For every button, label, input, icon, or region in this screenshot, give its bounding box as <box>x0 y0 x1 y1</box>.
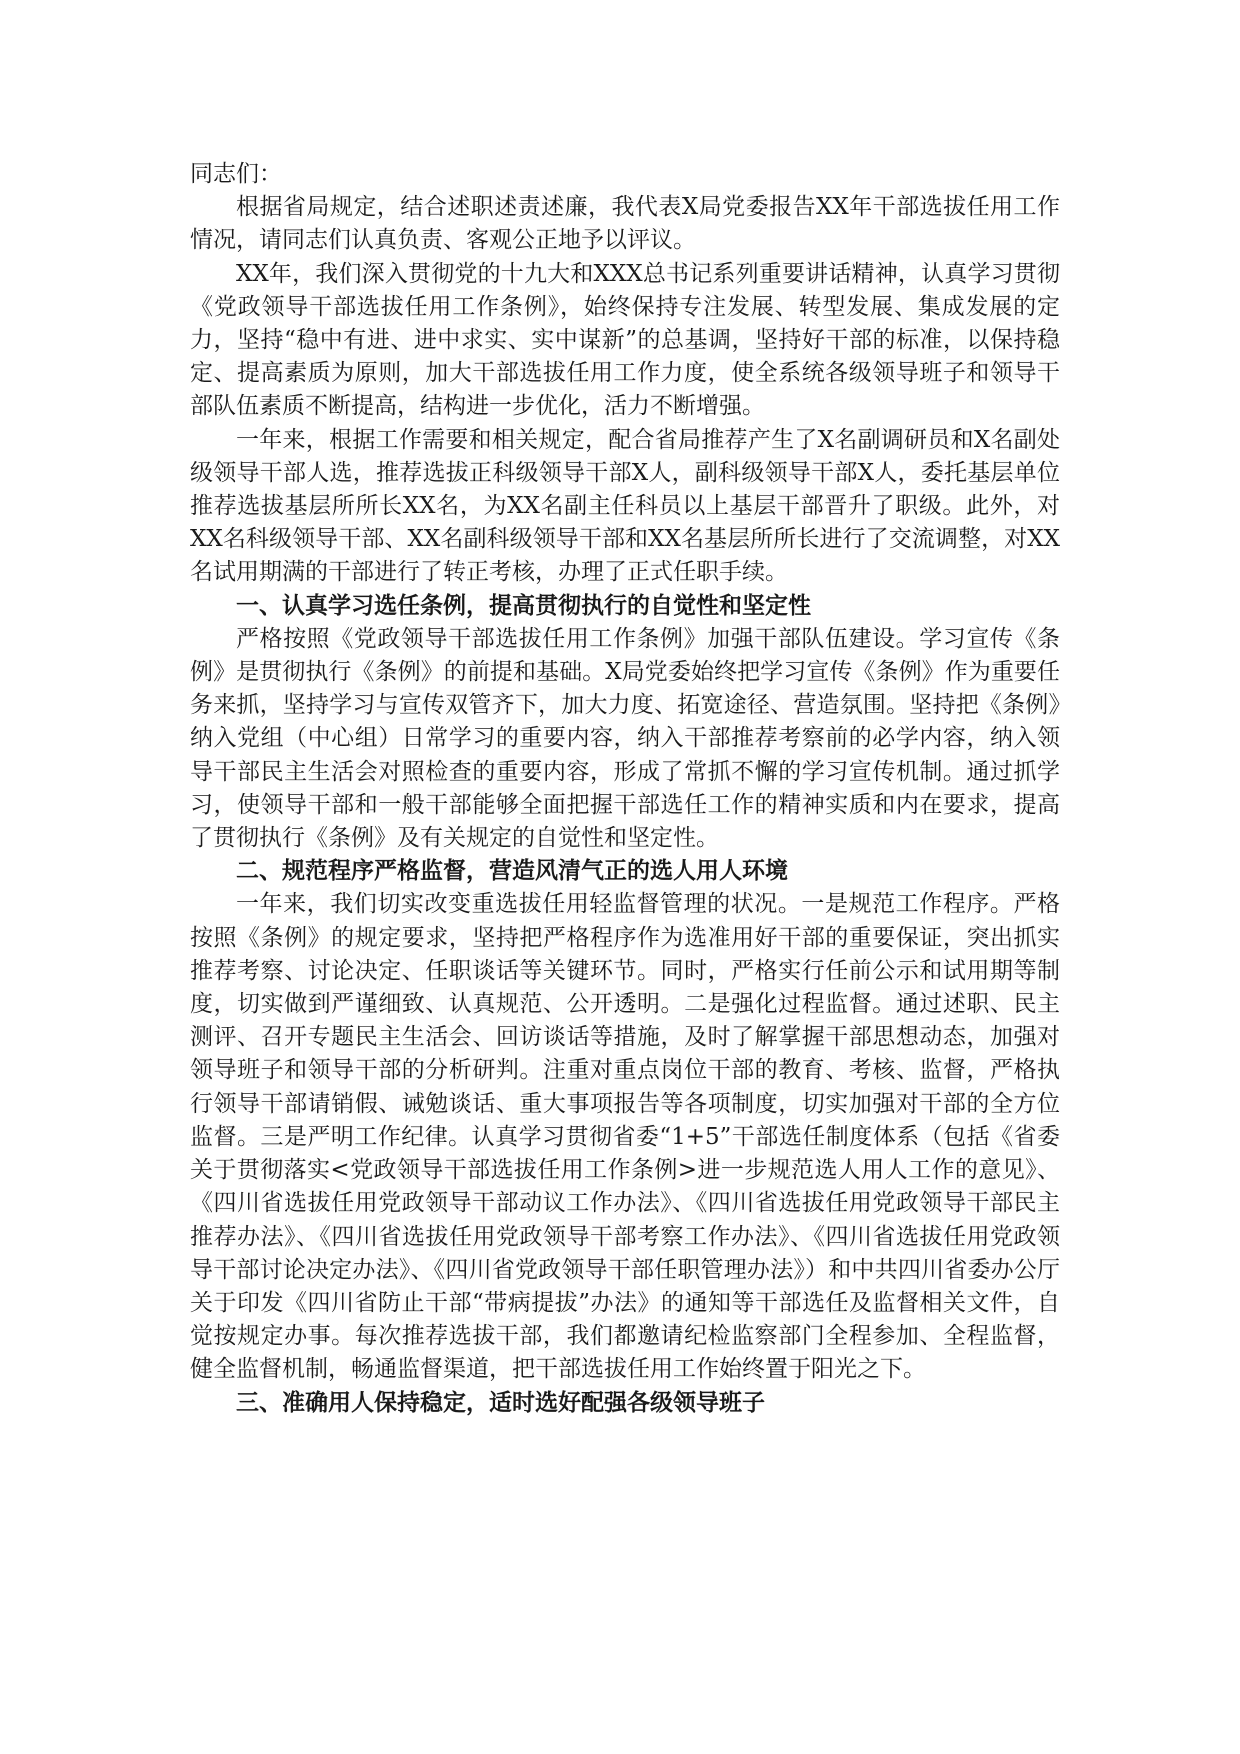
summary-paragraph: XX年，我们深入贯彻党的十九大和XXX总书记系列重要讲话精神，认真学习贯彻《党政领导干部选拔任用工作条例》，始终保持专注发展、转型发展、集成发展的定力，坚持“稳中有进、进中求实、实中谋新”的总基调，坚持好干部的标准，以保持稳定、提高素质为原则，加大干部选拔任用工作力度，使全系统各级领导班子和领导干部队伍素质不断提高，结构进一步优化，活力不断增强。 <box>190 260 1060 420</box>
section-1-heading: 一、认真学习选任条例，提高贯彻执行的自觉性和坚定性 <box>236 592 811 619</box>
section-2-body: 一年来，我们切实改变重选拔任用轻监督管理的状况。一是规范工作程序。严格按照《条例》的规定要求，坚持把严格程序作为选准用好干部的重要保证，突出抓实推荐考察、讨论决定、任职谈话等关键环节。同时，严格实行任前公示和试用期等制度，切实做到严谨细致、认真规范、公开透明。二是强化过程监督。通过述职、民主测评、召开专题民主生活会、回访谈话等措施，及时了解掌握干部思想动态，加强对领导班子和领导干部的分析研判。注重对重点岗位干部的教育、考核、监督，严格执行领导干部请销假、诫勉谈话、重大事项报告等各项制度，切实加强对干部的全方位监督。三是严明工作纪律。认真学习贯彻省委“1+5”干部选任制度体系（包括《省委关于贯彻落实<党政领导干部选拔任用工作条例>进一步规范选人用人工作的意见》、《四川省选拔任用党政领导干部动议工作办法》、《四川省选拔任用党政领导干部民主推荐办法》、《四川省选拔任用党政领导干部考察工作办法》、《四川省选拔任用党政领导干部讨论决定办法》、《四川省党政领导干部任职管理办法》）和中共四川省委办公厅关于印发《四川省防止干部“带病提拔”办法》的通知等干部选任及监督相关文件，自觉按规定办事。每次推荐选拔干部，我们都邀请纪检监察部门全程参加、全程监督，健全监督机制，畅通监督渠道，把干部选拔任用工作始终置于阳光之下。 <box>190 891 1060 1383</box>
section-1-body: 严格按照《党政领导干部选拔任用工作条例》加强干部队伍建设。学习宣传《条例》是贯彻执行《条例》的前提和基础。X局党委始终把学习宣传《条例》作为重要任务来抓，坚持学习与宣传双管齐下，加大力度、拓宽途径、营造氛围。坚持把《条例》纳入党组（中心组）日常学习的重要内容，纳入干部推荐考察前的必学内容，纳入领导干部民主生活会对照检查的重要内容，形成了常抓不懈的学习宣传机制。通过抓学习，使领导干部和一般干部能够全面把握干部选任工作的精神实质和内在要求，提高了贯彻执行《条例》及有关规定的自觉性和坚定性。 <box>190 625 1060 852</box>
document-page <box>190 158 1060 1420</box>
section-3-heading: 三、准确用人保持稳定，适时选好配强各级领导班子 <box>236 1389 765 1416</box>
intro-paragraph: 根据省局规定，结合述职述责述廉，我代表X局党委报告XX年干部选拔任用工作情况，请同志们认真负责、客观公正地予以评议。 <box>190 194 1060 254</box>
work-overview-paragraph: 一年来，根据工作需要和相关规定，配合省局推荐产生了X名副调研员和X名副处级领导干部人选，推荐选拔正科级领导干部X人，副科级领导干部X人，委托基层单位推荐选拔基层所所长XX名，为XX名副主任科员以上基层干部晋升了职级。此外，对XX名科级领导干部、XX名副科级领导干部和XX名基层所所长进行了交流调整，对XX名试用期满的干部进行了转正考核，办理了正式任职手续。 <box>190 426 1060 586</box>
greeting: 同志们： <box>190 161 282 187</box>
section-2-heading: 二、规范程序严格监督，营造风清气正的选人用人环境 <box>236 858 788 885</box>
